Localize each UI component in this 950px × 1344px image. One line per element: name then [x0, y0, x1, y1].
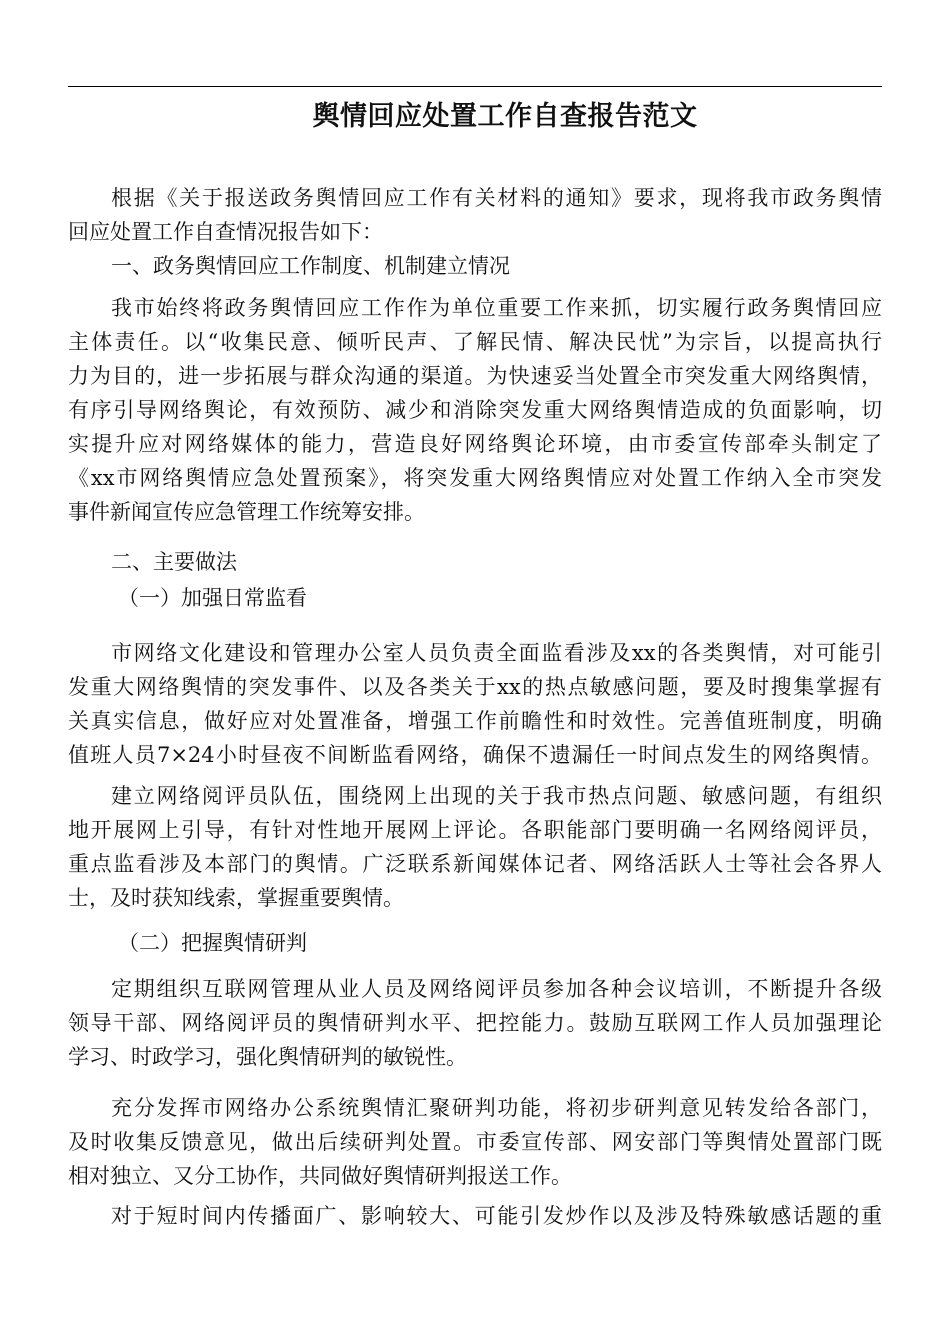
body-text-line: 实提升应对网络媒体的能力，营造良好网络舆论环境，由市委宣传部牵头制定了	[68, 432, 882, 456]
header-rule	[68, 86, 882, 87]
body-text-line: 充分发挥市网络办公系统舆情汇聚研判功能，将初步研判意见转发给各部门，	[111, 1096, 882, 1120]
body-text-line: （一）加强日常监看	[118, 586, 307, 610]
body-text-line: 我市始终将政务舆情回应工作作为单位重要工作来抓，切实履行政务舆情回应	[111, 296, 882, 320]
body-text-line: 一、政务舆情回应工作制度、机制建立情况	[111, 254, 510, 278]
body-text-line: 有序引导网络舆论，有效预防、减少和消除突发重大网络舆情造成的负面影响，切	[68, 398, 882, 422]
body-text-line: 主体责任。以“收集民意、倾听民声、了解民情、解决民忧”为宗旨，以提高执行	[68, 330, 882, 354]
body-text-line: 对于短时间内传播面广、影响较大、可能引发炒作以及涉及特殊敏感话题的重	[111, 1204, 882, 1228]
body-text-line: 根据《关于报送政务舆情回应工作有关材料的通知》要求，现将我市政务舆情	[111, 186, 882, 210]
body-text-line: 地开展网上引导，有针对性地开展网上评论。各职能部门要明确一名网络阅评员，	[68, 818, 882, 842]
body-text-line: 建立网络阅评员队伍，围绕网上出现的关于我市热点问题、敏感问题，有组织	[111, 784, 882, 808]
body-text-line: 领导干部、网络阅评员的舆情研判水平、把控能力。鼓励互联网工作人员加强理论	[68, 1011, 882, 1035]
body-text-line: 士，及时获知线索，掌握重要舆情。	[68, 886, 404, 910]
body-text-line: 相对独立、又分工协作，共同做好舆情研判报送工作。	[68, 1164, 572, 1188]
body-text-line: 及时收集反馈意见，做出后续研判处置。市委宣传部、网安部门等舆情处置部门既	[68, 1130, 882, 1154]
body-text-line: 关真实信息，做好应对处置准备，增强工作前瞻性和时效性。完善值班制度，明确	[68, 709, 882, 733]
body-text-line: 学习、时政学习，强化舆情研判的敏锐性。	[68, 1045, 467, 1069]
body-text-line: 重点监看涉及本部门的舆情。广泛联系新闻媒体记者、网络活跃人士等社会各界人	[68, 852, 882, 876]
body-text-line: 定期组织互联网管理从业人员及网络阅评员参加各种会议培训，不断提升各级	[111, 977, 882, 1001]
body-text-line: 力为目的，进一步拓展与群众沟通的渠道。为快速妥当处置全市突发重大网络舆情，	[68, 364, 882, 388]
body-text-line: 二、主要做法	[111, 550, 237, 574]
body-text-line: 《xx市网络舆情应急处置预案》，将突发重大网络舆情应对处置工作纳入全市突发	[68, 466, 882, 490]
document-title: 舆情回应处置工作自查报告范文	[312, 101, 698, 132]
body-text-line: 事件新闻宣传应急管理工作统筹安排。	[68, 500, 425, 524]
body-text-line: （二）把握舆情研判	[118, 931, 307, 955]
body-text-line: 发重大网络舆情的突发事件、以及各类关于xx的热点敏感问题，要及时搜集掌握有	[68, 675, 882, 699]
body-text-line: 值班人员7×24小时昼夜不间断监看网络，确保不遗漏任一时间点发生的网络舆情。	[68, 743, 882, 767]
body-text-line: 市网络文化建设和管理办公室人员负责全面监看涉及xx的各类舆情，对可能引	[111, 641, 882, 665]
body-text-line: 回应处置工作自查情况报告如下：	[68, 220, 383, 244]
